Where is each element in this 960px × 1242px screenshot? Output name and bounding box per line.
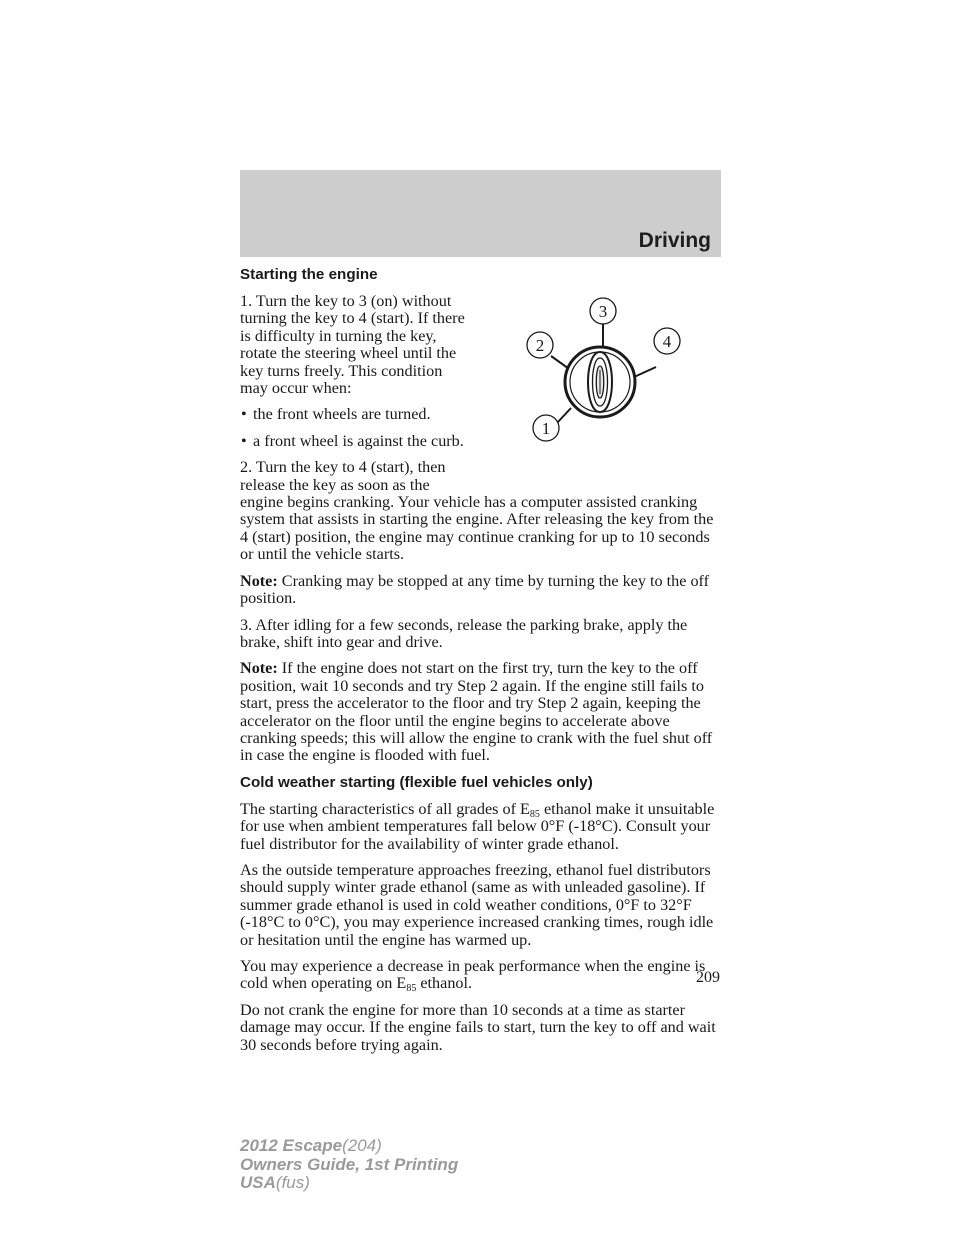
- bullet-item: [240, 433, 472, 450]
- cold-p1-text-a: The starting characteristics of all grades of E: [240, 799, 530, 818]
- footer-line-1: [240, 1137, 458, 1156]
- footer: [240, 1137, 458, 1193]
- note-text: If the engine does not start on the first try, turn the key to the off position, wait 10 seconds and try Step 2 again. If the engine still fails to start, press the accelerator to the floor and try Step 2 again, keeping the accelerator on the floor until the engine begins to accelerate above cranking speeds; this will allow the engine to crank with the fuel shut off in case the engine is flooded with fuel.: [240, 659, 713, 765]
- note-1: [240, 573, 721, 608]
- page-number: 209: [696, 969, 720, 986]
- footer-line-2: Owners Guide, 1st Printing: [240, 1154, 459, 1174]
- section-title: Driving: [638, 229, 711, 252]
- bullet-text: the front wheels are turned.: [253, 405, 431, 424]
- footer-line-3: [240, 1174, 458, 1193]
- e85-subscript: 85: [529, 808, 540, 820]
- note-text: Cranking may be stopped at any time by turning the key to the off position.: [240, 571, 710, 608]
- step-2-start: 2. Turn the key to 4 (start), then release the key as soon as the: [240, 458, 446, 494]
- cold-paragraph-3: [240, 958, 721, 993]
- position-label-2: 2: [535, 336, 545, 355]
- header-band: [240, 170, 721, 257]
- note-2: [240, 660, 721, 764]
- bullet-item: [240, 406, 472, 423]
- bullet-text: a front wheel is against the curb.: [253, 431, 464, 450]
- note-label: Note:: [240, 571, 278, 590]
- footer-market-code: (fus): [275, 1173, 310, 1192]
- cold-p1-text-b: ethanol make it unsuitable for use when ambient temperatures fall below 0°F (-18°C). Consult your fuel distributor for the availability of winter grade ethanol.: [240, 799, 715, 853]
- position-label-4: 4: [662, 332, 672, 351]
- cold-paragraph-1: [240, 801, 721, 853]
- cold-p3-text-b: ethanol.: [420, 974, 473, 993]
- heading-starting-engine: Starting the engine: [240, 266, 378, 283]
- cold-p3-text-a: You may experience a decrease in peak performance when the engine is cold when operating on E: [240, 957, 706, 993]
- bullet-symbol: •: [241, 431, 247, 450]
- page-content: [240, 266, 721, 1063]
- footer-model-code: (204): [342, 1136, 382, 1155]
- cold-paragraph-2: As the outside temperature approaches freezing, ethanol fuel distributors should supply winter grade ethanol (same as with unleaded gasoline). If summer grade ethanol is used in cold weather conditions, 0°F to 32°F (-18°C to 0°C), you may experience increased cranking times, rough idle or hesitation until the engine has warmed up.: [240, 860, 714, 949]
- position-label-1: 1: [541, 419, 551, 438]
- footer-model: 2012 Escape: [240, 1136, 343, 1155]
- step-3: 3. After idling for a few seconds, release the parking brake, apply the brake, shift into gear and drive.: [240, 615, 688, 651]
- step-2-rest: engine begins cranking. Your vehicle has a computer assisted cranking system that assists in starting the engine. After releasing the key from the 4 (start) position, the engine may continue cranking for up to 10 seconds or until the vehicle starts.: [240, 493, 714, 564]
- position-label-3: 3: [598, 302, 608, 321]
- note-label: Note:: [240, 659, 278, 678]
- footer-market: USA: [240, 1173, 276, 1192]
- e85-subscript: 85: [406, 983, 417, 995]
- step-1: 1. Turn the key to 3 (on) without turning the key to 4 (start). If there is difficulty in turning the key, rotate the steering wheel until the key turns freely. This condition may occur when:: [240, 292, 465, 398]
- heading-cold-weather: Cold weather starting (flexible fuel vehicles only): [240, 773, 593, 791]
- cold-paragraph-4: Do not crank the engine for more than 10 seconds at a time as starter damage may occur. If the engine fails to start, turn the key to off and wait 30 seconds before trying again.: [240, 1000, 716, 1054]
- step-2: [240, 459, 721, 563]
- bullet-symbol: •: [241, 405, 247, 424]
